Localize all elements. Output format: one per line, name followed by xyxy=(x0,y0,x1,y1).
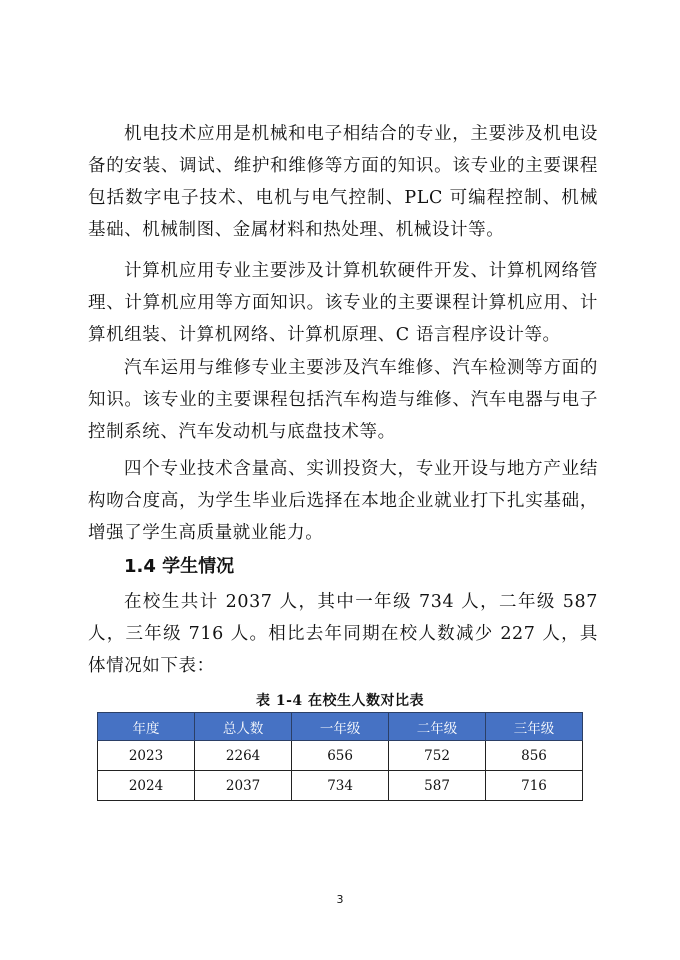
table-caption: 表 1-4 在校生人数对比表 xyxy=(255,693,425,709)
paragraph-computer-application: 计算机应用专业主要涉及计算机软硬件开发、计算机网络管理、计算机应用等方面知识。该专业的主要课程计算机应用、计算机组装、计算机网络、计算机原理、C 语言程序设计等。 xyxy=(88,261,598,345)
table-row xyxy=(98,741,583,771)
table-row xyxy=(98,771,583,801)
cell-grade-1: 734 xyxy=(292,771,389,801)
header-year: 年度 xyxy=(98,713,195,741)
paragraph-mechatronics: 机电技术应用是机械和电子相结合的专业，主要涉及机电设备的安装、调试、维护和维修等方面的知识。该专业的主要课程包括数字电子技术、电机与电气控制、PLC 可编程控制、机械基础、机械制图、金属材料和热处理、机械设计等。 xyxy=(88,124,598,240)
cell-grade-2: 587 xyxy=(389,771,486,801)
header-grade-3: 三年级 xyxy=(486,713,583,741)
student-comparison-table xyxy=(97,712,583,801)
paragraph-student-count: 在校生共计 2037 人，其中一年级 734 人，二年级 587 人，三年级 716 人。相比去年同期在校人数减少 227 人，具体情况如下表： xyxy=(88,592,598,676)
paragraph-summary: 四个专业技术含量高、实训投资大，专业开设与地方产业结构吻合度高，为学生毕业后选择在本地企业就业打下扎实基础，增强了学生高质量就业能力。 xyxy=(88,459,598,543)
header-total: 总人数 xyxy=(195,713,292,741)
header-grade-2: 二年级 xyxy=(389,713,486,741)
page-number: 3 xyxy=(336,893,344,906)
cell-total: 2037 xyxy=(195,771,292,801)
cell-total: 2264 xyxy=(195,741,292,771)
paragraph-automotive: 汽车运用与维修专业主要涉及汽车维修、汽车检测等方面的知识。该专业的主要课程包括汽车构造与维修、汽车电器与电子控制系统、汽车发动机与底盘技术等。 xyxy=(88,358,598,442)
cell-grade-3: 856 xyxy=(486,741,583,771)
cell-grade-2: 752 xyxy=(389,741,486,771)
cell-year: 2024 xyxy=(98,771,195,801)
header-grade-1: 一年级 xyxy=(292,713,389,741)
cell-grade-3: 716 xyxy=(486,771,583,801)
table-header-row xyxy=(98,713,583,741)
cell-year: 2023 xyxy=(98,741,195,771)
cell-grade-1: 656 xyxy=(292,741,389,771)
section-heading: 1.4 学生情况 xyxy=(124,556,235,577)
